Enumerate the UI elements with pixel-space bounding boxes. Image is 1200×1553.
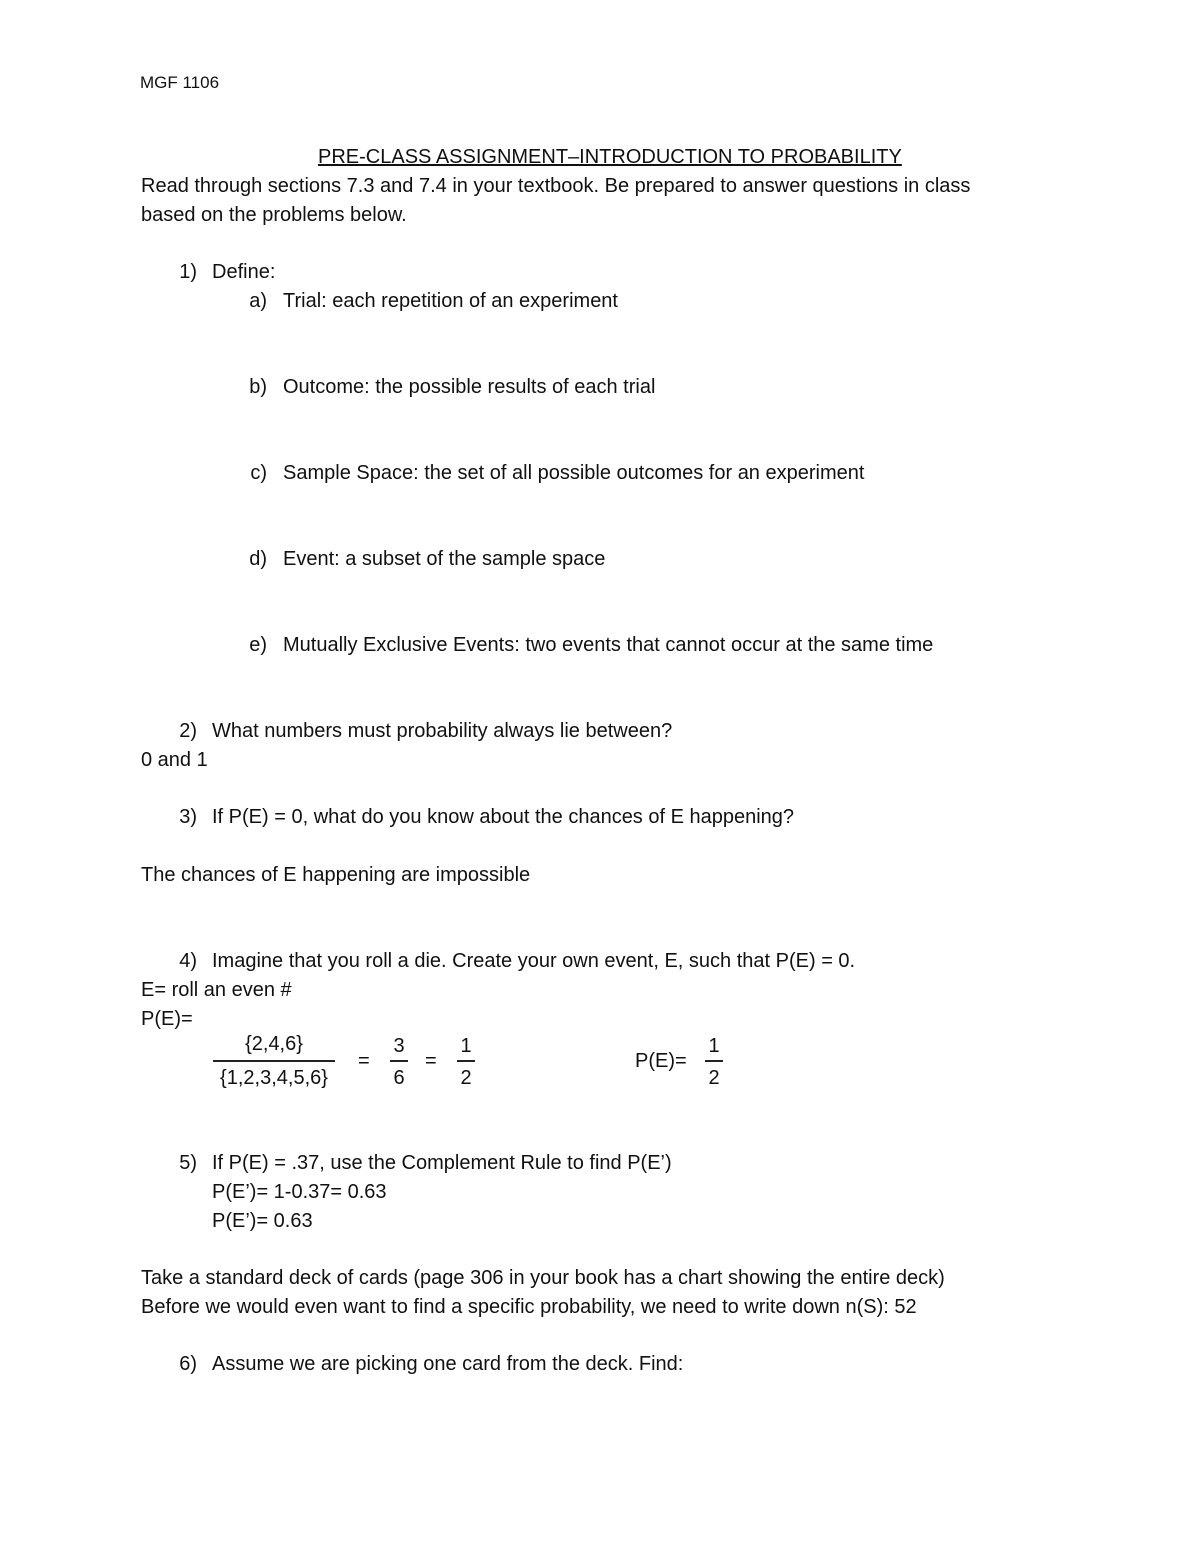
q3-answer: The chances of E happening are impossible	[141, 864, 531, 886]
result-denominator: 2	[708, 1067, 720, 1089]
fraction-2-bar	[390, 1060, 408, 1062]
q4-pe-label: P(E)=	[141, 1008, 193, 1030]
fraction-1-denominator: {1,2,3,4,5,6}	[220, 1067, 328, 1089]
q5-number: 5)	[179, 1152, 197, 1174]
q2-text: What numbers must probability always lie between?	[212, 720, 673, 742]
q6-number: 6)	[179, 1353, 197, 1375]
q6-text: Assume we are picking one card from the deck. Find:	[212, 1353, 684, 1375]
q2-number: 2)	[179, 720, 197, 742]
q1-text: Define:	[212, 261, 276, 283]
q1b-letter: b)	[249, 376, 267, 398]
q4-number: 4)	[179, 950, 197, 972]
q4-event: E= roll an even #	[141, 979, 292, 1001]
q1d-text: Event: a subset of the sample space	[283, 548, 606, 570]
result-label: P(E)=	[635, 1050, 687, 1072]
fraction-3-denominator: 2	[460, 1067, 472, 1089]
q1-number: 1)	[179, 261, 197, 283]
q1a-text: Trial: each repetition of an experiment	[283, 290, 618, 312]
deck-line-2: Before we would even want to find a specific probability, we need to write down n(S): 52	[141, 1296, 917, 1318]
q3-number: 3)	[179, 806, 197, 828]
q1d-letter: d)	[249, 548, 267, 570]
q1a-letter: a)	[249, 290, 267, 312]
q1b-text: Outcome: the possible results of each trial	[283, 376, 656, 398]
q4-text: Imagine that you roll a die. Create your own event, E, such that P(E) = 0.	[212, 950, 856, 972]
fraction-3-bar	[457, 1060, 475, 1062]
q1e-text: Mutually Exclusive Events: two events that cannot occur at the same time	[283, 634, 934, 656]
course-code: MGF 1106	[140, 73, 220, 92]
q1c-text: Sample Space: the set of all possible outcomes for an experiment	[283, 462, 865, 484]
result-numerator: 1	[708, 1035, 720, 1057]
intro-line-1: Read through sections 7.3 and 7.4 in your textbook. Be prepared to answer questions in class	[141, 175, 971, 197]
page-title: PRE-CLASS ASSIGNMENT–INTRODUCTION TO PROBABILITY	[318, 146, 902, 168]
fraction-2-denominator: 6	[393, 1067, 405, 1089]
result-bar	[705, 1060, 723, 1062]
q1e-letter: e)	[249, 634, 267, 656]
fraction-2-numerator: 3	[393, 1035, 405, 1057]
deck-line-1: Take a standard deck of cards (page 306 in your book has a chart showing the entire deck)	[141, 1267, 945, 1289]
fraction-1-bar	[213, 1060, 335, 1062]
q2-answer: 0 and 1	[141, 749, 208, 771]
q5-text: If P(E) = .37, use the Complement Rule to find P(E’)	[212, 1152, 672, 1174]
equals-sign-1: =	[358, 1050, 370, 1072]
q1c-letter: c)	[250, 462, 267, 484]
q5-work-line-1: P(E’)= 1-0.37= 0.63	[212, 1181, 387, 1203]
equals-sign-2: =	[425, 1050, 437, 1072]
q3-text: If P(E) = 0, what do you know about the chances of E happening?	[212, 806, 795, 828]
fraction-1-numerator: {2,4,6}	[245, 1033, 303, 1055]
q5-work-line-2: P(E’)= 0.63	[212, 1210, 313, 1232]
intro-line-2: based on the problems below.	[141, 204, 407, 226]
fraction-3-numerator: 1	[460, 1035, 472, 1057]
